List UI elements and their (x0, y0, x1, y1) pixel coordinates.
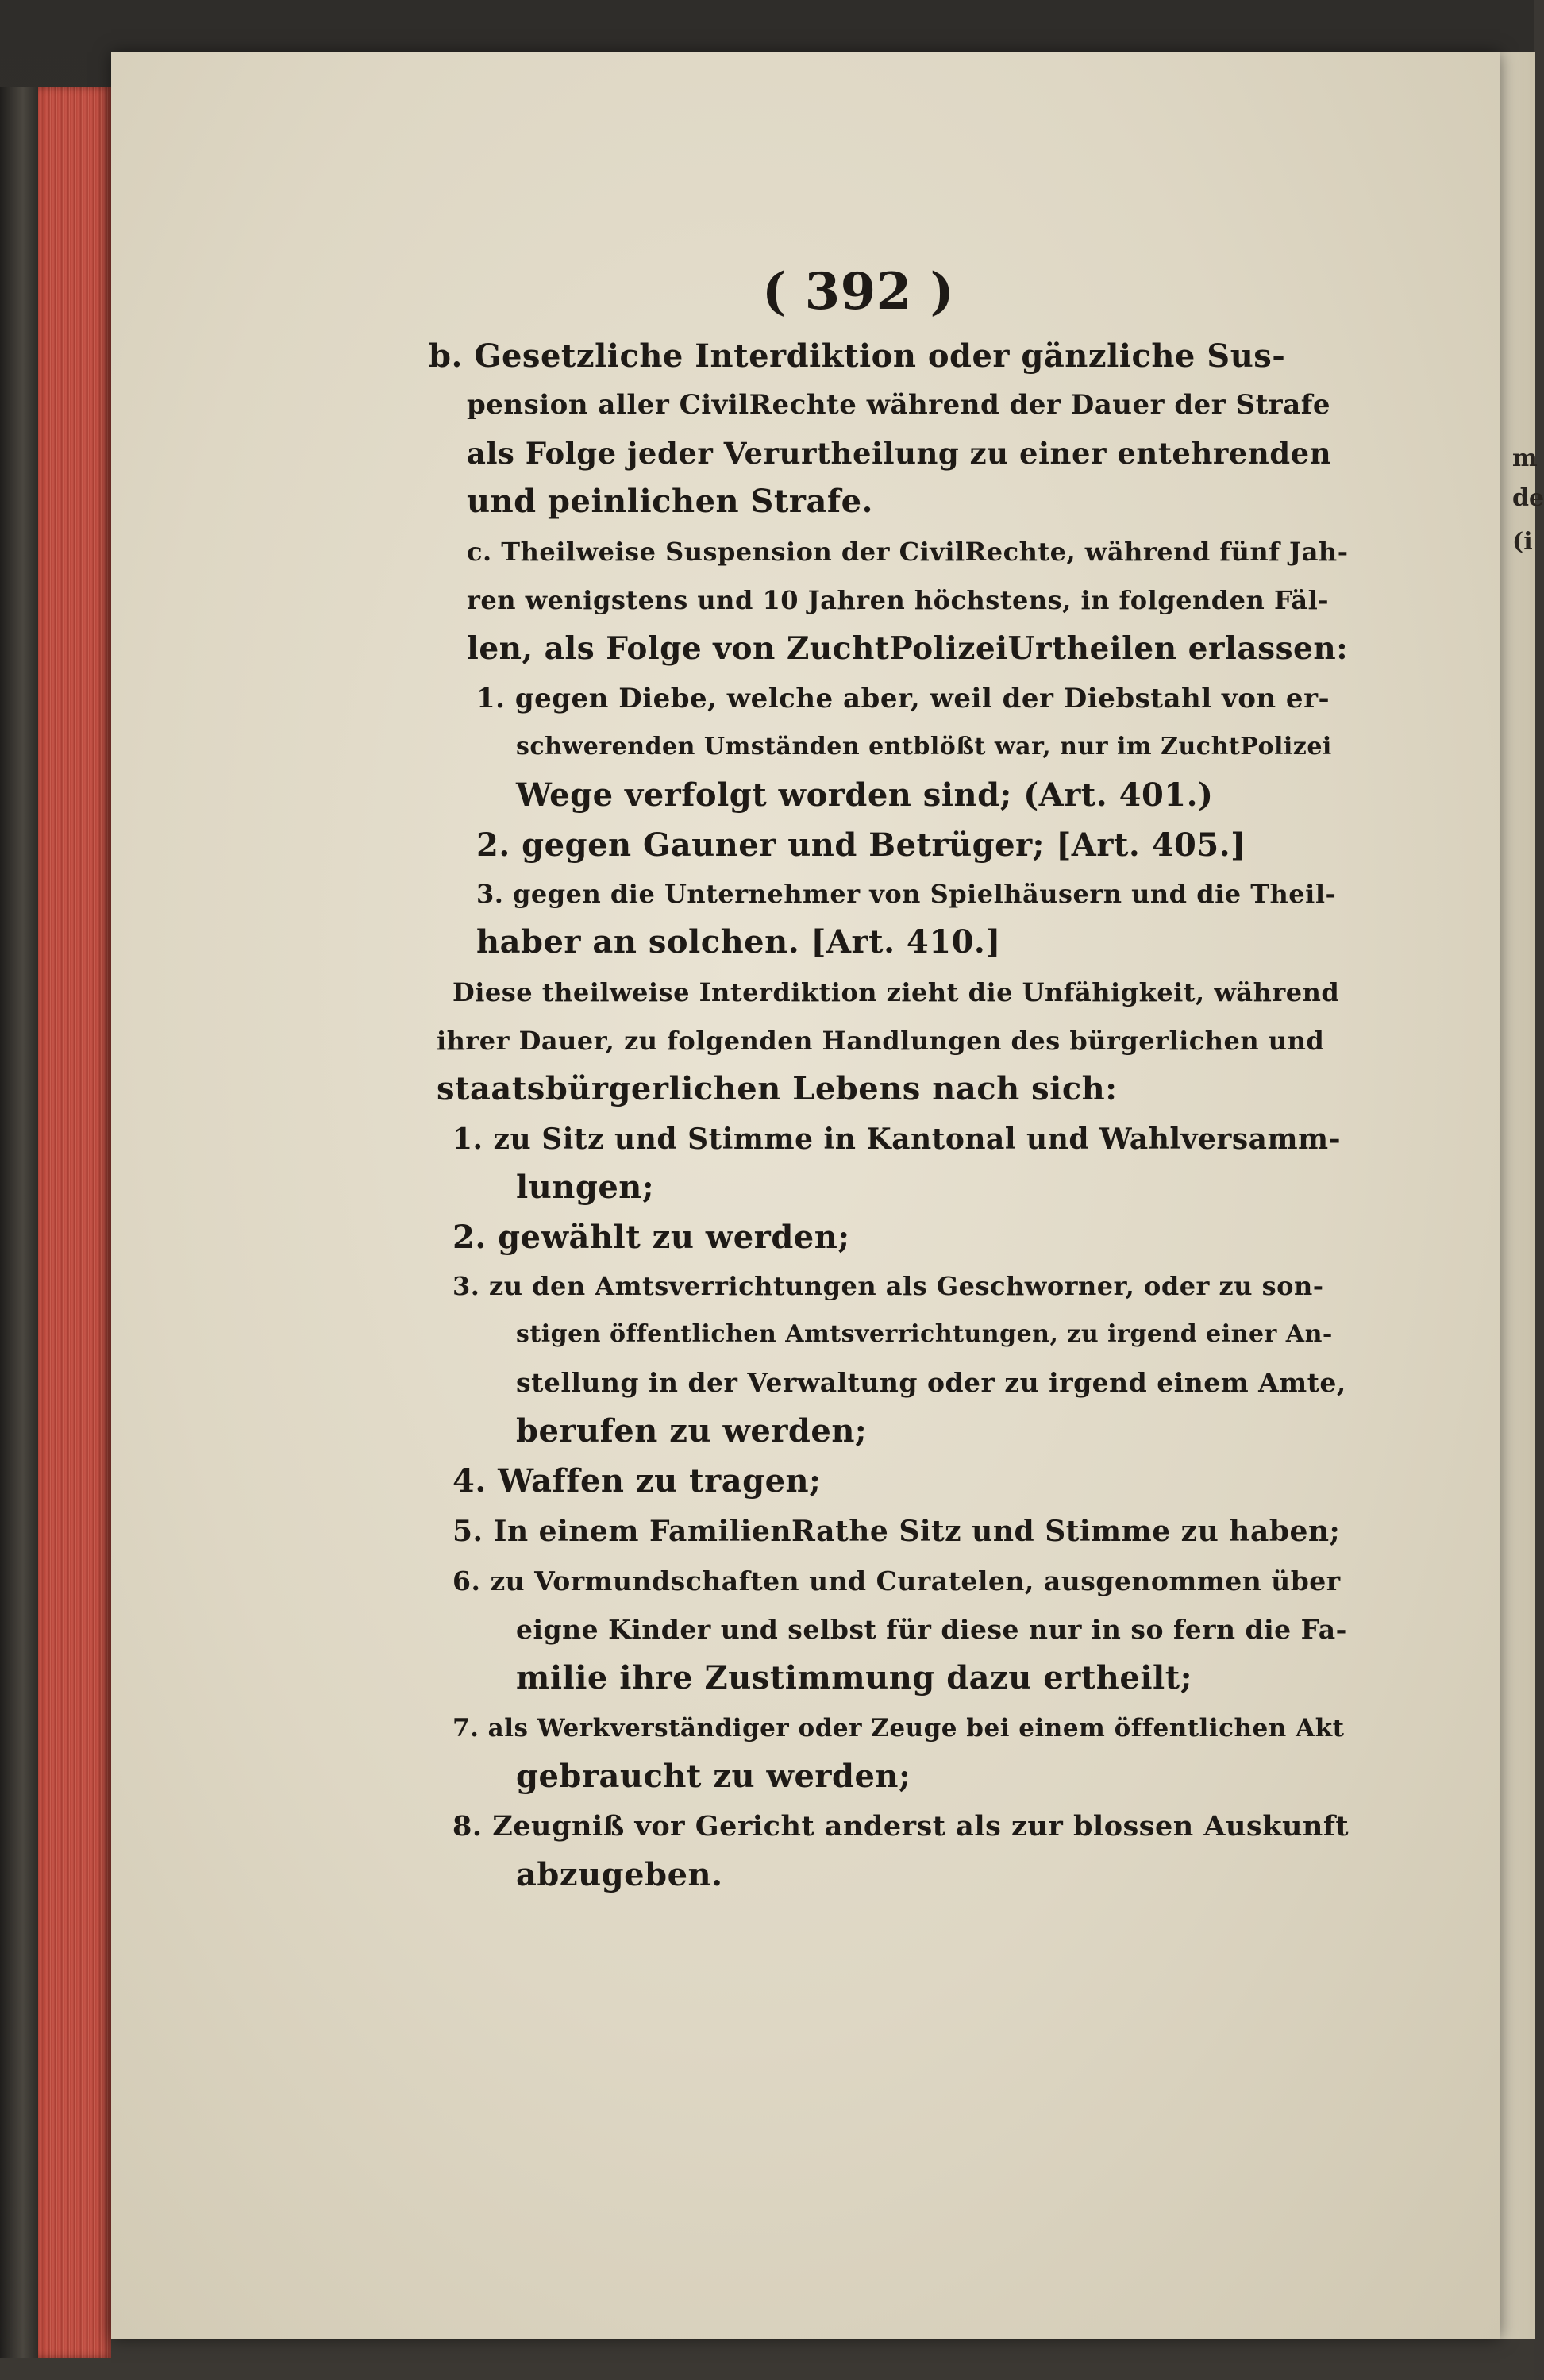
text-line: pension aller CivilRechte während der Dauer der Strafe (467, 389, 1330, 421)
text-line: 1. gegen Diebe, welche aber, weil der Diebstahl von er- (476, 683, 1330, 714)
text-line: Wege verfolgt worden sind; (Art. 401.) (516, 776, 1214, 814)
text-line: c. Theilweise Suspension der CivilRechte, während fünf Jah- (467, 537, 1349, 567)
text-line: 3. gegen die Unternehmer von Spielhäusern und die Theil- (476, 879, 1337, 909)
page-number: ( 392 ) (762, 262, 955, 322)
text-line: haber an solchen. [Art. 410.] (476, 923, 1001, 961)
text-line: ren wenigstens und 10 Jahren höchstens, in folgenden Fäl- (467, 585, 1330, 615)
text-line: Diese theilweise Interdiktion zieht die Unfähigkeit, während (452, 977, 1340, 1007)
text-line: ihrer Dauer, zu folgenden Handlungen des bürgerlichen und (437, 1026, 1325, 1056)
text-line: schwerenden Umständen entblößt war, nur im ZuchtPolizei (516, 733, 1332, 761)
red-page-edges (38, 87, 111, 2358)
text-line: len, als Folge von ZuchtPolizeiUrtheilen erlassen: (467, 630, 1349, 667)
text-line: berufen zu werden; (516, 1412, 868, 1450)
text-line: als Folge jeder Verurtheilung zu einer entehrenden (467, 436, 1332, 471)
text-line: 5. In einem FamilienRathe Sitz und Stimme zu haben; (452, 1515, 1341, 1548)
text-line: stigen öffentlichen Amtsverrichtungen, zu irgend einer An- (516, 1320, 1333, 1348)
text-line: 2. gegen Gauner und Betrüger; [Art. 405.] (476, 826, 1246, 864)
text-line: staatsbürgerlichen Lebens nach sich: (437, 1070, 1118, 1107)
facing-page-fragment: m (1512, 445, 1538, 472)
text-line: abzugeben. (516, 1856, 723, 1893)
facing-page-fragment: (i (1512, 528, 1533, 556)
text-line: 1. zu Sitz und Stimme in Kantonal und Wahlversamm- (452, 1123, 1342, 1156)
book-spine (0, 87, 38, 2358)
text-line: stellung in der Verwaltung oder zu irgend einem Amte, (516, 1367, 1346, 1398)
text-line: 3. zu den Amtsverrichtungen als Geschworner, oder zu son- (452, 1271, 1324, 1301)
text-line: und peinlichen Strafe. (467, 483, 873, 520)
facing-page-fragment: de (1512, 484, 1544, 512)
text-line: gebraucht zu werden; (516, 1758, 911, 1795)
text-line: b. Gesetzliche Interdiktion oder gänzliche Sus- (429, 337, 1286, 375)
text-line: eigne Kinder und selbst für diese nur in so fern die Fa- (516, 1614, 1347, 1645)
text-line: lungen; (516, 1169, 655, 1206)
text-line: 7. als Werkverständiger oder Zeuge bei einem öffentlichen Akt (452, 1714, 1345, 1743)
text-line: 6. zu Vormundschaften und Curatelen, ausgenommen über (452, 1565, 1341, 1596)
text-line: 4. Waffen zu tragen; (452, 1462, 822, 1500)
text-line: 2. gewählt zu werden; (452, 1219, 850, 1256)
text-line: milie ihre Zustimmung dazu ertheilt; (516, 1659, 1192, 1696)
text-line: 8. Zeugniß vor Gericht anderst als zur blossen Auskunft (452, 1810, 1350, 1843)
